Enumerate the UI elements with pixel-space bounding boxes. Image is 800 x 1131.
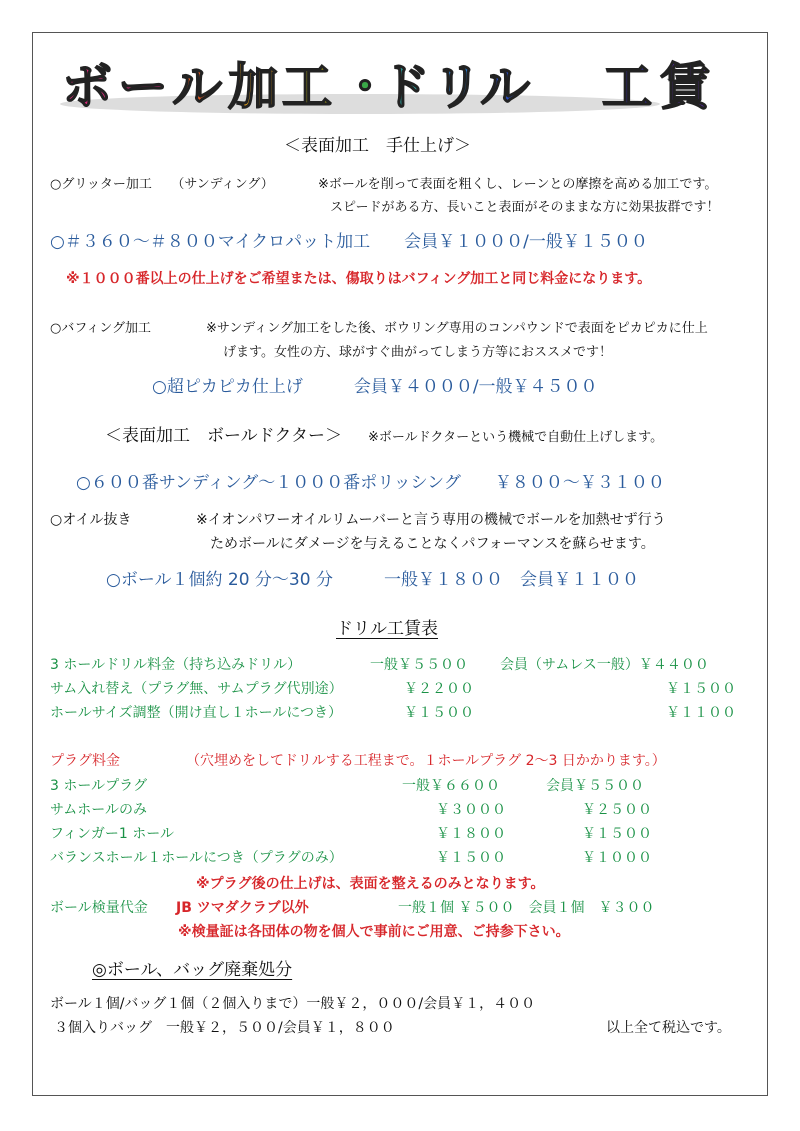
- plug-row-general: ￥３０００: [436, 802, 506, 818]
- oil-removal-price: ○ボール１個約 20 分～30 分 一般￥１８００ 会員￥１１００: [106, 570, 639, 590]
- buffing-desc-2: げます。女性の方、球がすぐ曲がってしまう方等におススメです！: [223, 345, 612, 360]
- drill-row-label: ホールサイズ調整（開け直し１ホールにつき）: [50, 705, 343, 721]
- drill-row-member: ￥１１００: [666, 705, 736, 721]
- title-char: ド: [380, 58, 430, 116]
- plug-row-member: 会員￥５５００: [546, 778, 644, 794]
- tax-note: 以上全て税込です。: [606, 1020, 731, 1036]
- plug-heading-note: （穴埋めをしてドリルする工程まで。１ホールプラグ 2～3 日かかります。）: [186, 753, 666, 769]
- glitter-name: ○グリッター加工 （サンディング）: [50, 177, 274, 192]
- buffing-desc-1: ※サンディング加工をした後、ボウリング専用のコンパウンドで表面をピカピカに仕上: [206, 321, 708, 336]
- doctor-heading-note: ※ボールドクターという機械で自動仕上げします。: [368, 430, 664, 445]
- title-char: 加: [228, 58, 278, 116]
- plug-row-label: フィンガー1 ホール: [50, 826, 174, 842]
- plug-row-general: ￥１８００: [436, 826, 506, 842]
- drill-heading: ドリル工賃表: [336, 619, 438, 639]
- plug-note: ※プラグ後の仕上げは、表面を整えるのみとなります。: [196, 876, 545, 892]
- micro-pad-note: ※１０００番以上の仕上げをご希望または、傷取りはバフィング加工と同じ料金になります。: [66, 271, 652, 287]
- title-char: リ: [432, 58, 482, 116]
- weighing-note: ※検量証は各団体の物を個人で事前にご用意、ご持参下さい。: [178, 924, 570, 940]
- plug-row-label: バランスホール１ホールにつき（プラグのみ）: [50, 850, 343, 866]
- oil-removal-desc-2: ためボールにダメージを与えることなくパフォーマンスを蘇らせます。: [210, 536, 655, 552]
- drill-row-member: 会員（サムレス一般）￥４４００: [500, 657, 709, 673]
- plug-row-label: 3 ホールプラグ: [50, 778, 148, 794]
- drill-row-general: ￥１５００: [404, 705, 474, 721]
- title-char: 賃: [660, 58, 710, 116]
- oil-removal-desc-1: ※イオンパワーオイルリムーバーと言う専用の機械でボールを加熱せず行う: [196, 512, 666, 528]
- surface-heading: ＜表面加工 手仕上げ＞: [284, 136, 471, 156]
- plug-heading: プラグ料金: [50, 753, 120, 769]
- plug-row-member: ￥２５００: [582, 802, 652, 818]
- title-char: 工: [602, 58, 652, 116]
- plug-row-label: サムホールのみ: [50, 802, 148, 818]
- title-char: ボ: [62, 58, 112, 116]
- plug-row-general: 一般￥６６００: [402, 778, 500, 794]
- title-char: ・: [340, 58, 390, 116]
- drill-row-general: ￥２２００: [404, 681, 474, 697]
- oil-removal-name: ○オイル抜き: [50, 512, 132, 528]
- title-char: ー: [118, 58, 168, 116]
- title-char: ル: [172, 58, 222, 116]
- plug-row-member: ￥１５００: [582, 826, 652, 842]
- glitter-desc-1: ※ボールを削って表面を粗くし、レーンとの摩擦を高める加工です。: [318, 177, 718, 192]
- disposal-heading: ◎ボール、バッグ廃棄処分: [92, 960, 293, 980]
- title-wordart: [60, 52, 740, 122]
- title-char: 工: [282, 58, 332, 116]
- title-char: ル: [480, 58, 530, 116]
- drill-row-general: 一般￥５５００: [370, 657, 468, 673]
- plug-row-general: ￥１５００: [436, 850, 506, 866]
- buffing-price: ○超ピカピカ仕上げ 会員￥４０００/一般￥４５００: [152, 377, 598, 397]
- glitter-desc-2: スピードがある方、長いこと表面がそのままな方に効果抜群です！: [330, 200, 720, 215]
- drill-row-label: サム入れ替え（プラグ無、サムプラグ代別途）: [50, 681, 343, 697]
- buffing-name: ○バフィング加工: [50, 321, 152, 336]
- drill-row-label: 3 ホールドリル料金（持ち込みドリル）: [50, 657, 302, 673]
- doctor-heading: ＜表面加工 ボールドクター＞: [105, 426, 342, 446]
- page-title: [60, 52, 740, 122]
- disposal-line-1: ボール１個/バッグ１個（２個入りまで）一般￥２，０００/会員￥１，４００: [50, 996, 536, 1012]
- micro-pad-price: ○＃３６０～＃８００マイクロパット加工 会員￥１０００/一般￥１５００: [50, 232, 648, 252]
- plug-row-member: ￥１０００: [582, 850, 652, 866]
- weighing-jb: JB ツマダクラブ以外: [176, 900, 309, 916]
- weighing-price: 一般１個 ￥５００ 会員１個 ￥３００: [398, 900, 655, 916]
- drill-row-member: ￥１５００: [666, 681, 736, 697]
- disposal-line-2: ３個入りバッグ 一般￥２，５００/会員￥１，８００: [54, 1020, 395, 1036]
- weighing-label: ボール検量代金: [50, 900, 148, 916]
- sanding-polishing-price: ○６００番サンディング～１０００番ポリッシング ￥８００～￥３１００: [76, 473, 665, 493]
